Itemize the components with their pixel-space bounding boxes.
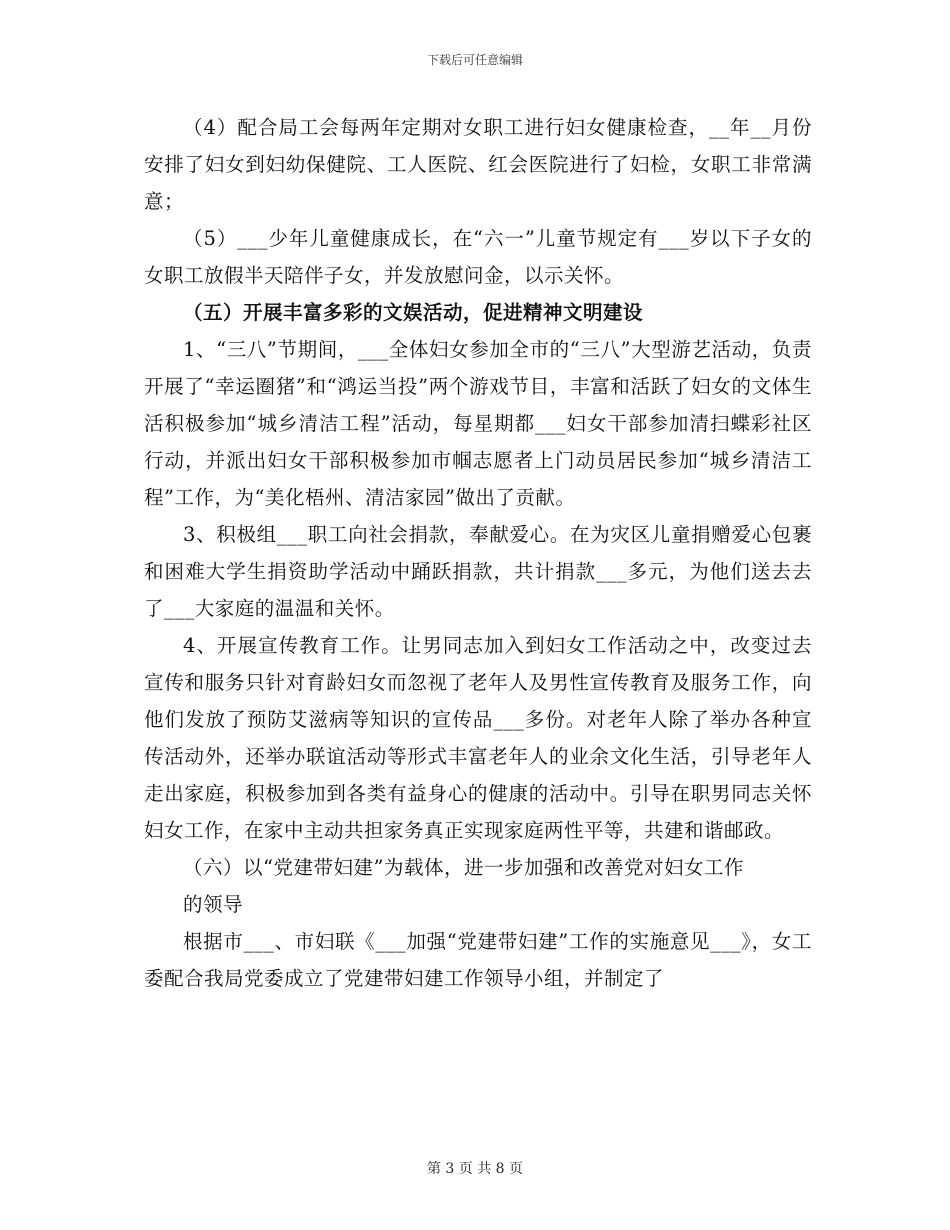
section-heading-five: （五）开展丰富多彩的文娱活动，促进精神文明建设	[183, 301, 644, 324]
page-footer-page-number: 第 3 页 共 8 页	[426, 1161, 524, 1177]
section-heading-six-continued: 的领导	[183, 893, 244, 916]
paragraph-publicity: 4、开展宣传教育工作。让男同志加入到妇女工作活动之中，改变过去宣传和服务只针对育龄妇女而忽视了老年人及男性宣传教育及服务工作，向他们发放了预防艾滋病等知识的宣传品___多份。对老年人除了举办各种宣传活动外，还举办联谊活动等形式丰富老年人的业余文化生活，引导老年人走出家庭，积极参加到各类有益身心的健康的活动中。引导在职男同志关怀妇女工作，在家中主动共担家务真正实现家庭两性平等，共建和谐邮政。	[144, 634, 812, 842]
paragraph-health-check: （4）配合局工会每两年定期对女职工进行妇女健康检查，__年__月份安排了妇女到妇幼保健院、工人医院、红会医院进行了妇检，女职工非常满意；	[144, 116, 812, 213]
page-header-note: 下载后可任意编辑	[426, 53, 523, 67]
paragraph-womens-day: 1、“三八”节期间，___全体妇女参加全市的“三八”大型游艺活动，负责开展了“幸运圈猪”和“鸿运当投”两个游戏节目，丰富和活跃了妇女的文体生活积极参加“城乡清洁工程”活动，每星期都___妇女干部参加清扫蝶彩社区行动，并派出妇女干部积极参加市帼志愿者上门动员居民参加“城乡清洁工程”工作，为“美化梧州、清洁家园”做出了贡献。	[144, 338, 812, 509]
paragraph-donations: 3、积极组___职工向社会捐款，奉献爱心。在为灾区儿童捐赠爱心包裹和困难大学生捐资助学活动中踊跃捐款，共计捐款___多元，为他们送去去了___大家庭的温温和关怀。	[144, 523, 812, 620]
paragraph-childrens-day: （5）___少年儿童健康成长，在“六一”儿童节规定有___岁以下子女的女职工放假半天陪伴子女，并发放慰问金，以示关怀。	[144, 227, 812, 287]
section-heading-six: （六）以“党建带妇建”为载体，进一步加强和改善党对妇女工作	[183, 856, 744, 879]
document-body	[144, 109, 812, 997]
paragraph-party-building: 根据市___、市妇联《___加强“党建带妇建”工作的实施意见___》，女工委配合我局党委成立了党建带妇建工作领导小组，并制定了	[144, 930, 812, 990]
